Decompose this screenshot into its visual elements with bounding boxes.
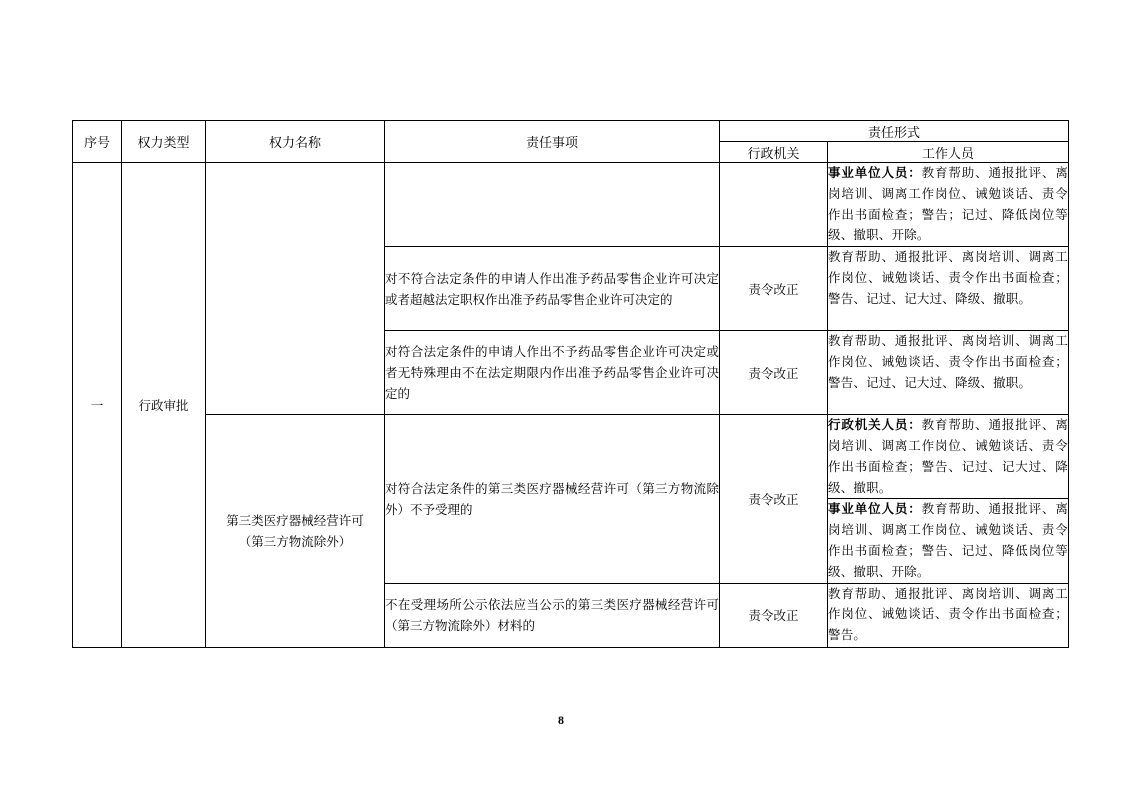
group-power-type: 行政审批 xyxy=(122,163,206,648)
staff-label: 事业单位人员： xyxy=(828,165,922,180)
table-row-item: 不在受理场所公示依法应当公示的第三类医疗器械经营许可（第三方物流除外）材料的 xyxy=(385,583,720,647)
table-row-agency: 责令改正 xyxy=(720,583,828,647)
staff-text: 教育帮助、通报批评、离岗培训、调离工作岗位、诫勉谈话、责令作出书面检查；警告、记过、记大过、降级、撤职。 xyxy=(828,417,1069,495)
table-row-item: 对符合法定条件的第三类医疗器械经营许可（第三方物流除外）不予受理的 xyxy=(385,415,720,583)
group-seq: 一 xyxy=(73,163,122,648)
header-seq: 序号 xyxy=(73,121,122,163)
table-row-staff xyxy=(828,331,1069,415)
staff-text: 教育帮助、通报批评、离岗培训、调离工作岗位、诫勉谈话、责令作出书面检查；警告、记过、记大过、降级、撤职。 xyxy=(828,333,1069,390)
header-form: 责任形式 xyxy=(720,121,1069,142)
table-row-staff xyxy=(828,499,1069,583)
table-row-agency: 责令改正 xyxy=(720,247,828,331)
staff-text: 教育帮助、通报批评、离岗培训、调离工作岗位、诫勉谈话、责令作出书面检查；警告、记过、降低岗位等级、撤职、开除。 xyxy=(828,501,1069,579)
header-responsibility: 责任事项 xyxy=(385,121,720,163)
header-staff: 工作人员 xyxy=(828,142,1069,163)
header-power-name: 权力名称 xyxy=(206,121,385,163)
staff-text: 教育帮助、通报批评、离岗培训、调离工作岗位、诫勉谈话、责令作出书面检查；警告。 xyxy=(828,585,1069,643)
table-row-agency: 责令改正 xyxy=(720,331,828,415)
table-row-agency: 责令改正 xyxy=(720,415,828,583)
staff-label: 事业单位人员： xyxy=(828,501,922,517)
table-row-agency xyxy=(720,163,828,247)
table-row-staff xyxy=(828,247,1069,331)
staff-text: 教育帮助、通报批评、离岗培训、调离工作岗位、诫勉谈话、责令作出书面检查；警告、记过、记大过、降级、撤职。 xyxy=(828,249,1069,306)
table-row-staff xyxy=(828,415,1069,499)
table-row-staff xyxy=(828,163,1069,247)
header-power-type: 权力类型 xyxy=(122,121,206,163)
page-number: 8 xyxy=(558,713,564,727)
responsibility-table xyxy=(72,120,1069,648)
table-row-item xyxy=(385,163,720,247)
group-power-name-2: 第三类医疗器械经营许可（第三方物流除外） xyxy=(206,415,385,647)
group-power-name-1 xyxy=(206,163,385,415)
header-agency: 行政机关 xyxy=(720,142,828,163)
staff-text: 教育帮助、通报批评、离岗培训、调离工作岗位、诫勉谈话、责令作出书面检查；警告；记过、降低岗位等级、撤职、开除。 xyxy=(828,165,1069,243)
table-row-staff xyxy=(828,583,1069,647)
table-row-item: 对不符合法定条件的申请人作出准予药品零售企业许可决定或者超越法定职权作出准予药品零售企业许可决定的 xyxy=(385,247,720,331)
table-row-item: 对符合法定条件的申请人作出不予药品零售企业许可决定或者无特殊理由不在法定期限内作出准予药品零售企业许可决定的 xyxy=(385,331,720,415)
staff-label: 行政机关人员： xyxy=(828,417,922,433)
